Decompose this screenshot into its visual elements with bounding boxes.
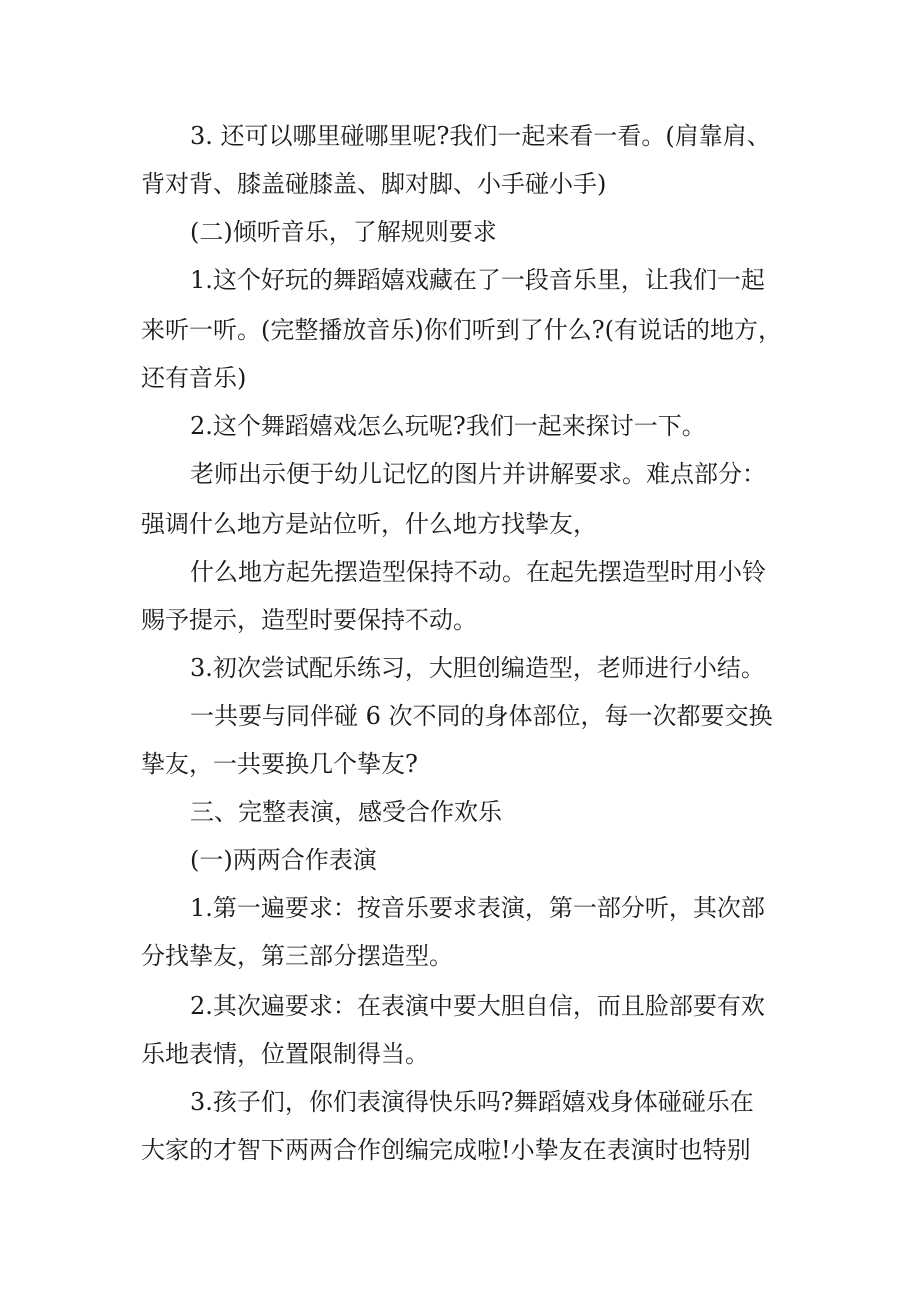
text-line: 2.其次遍要求：在表演中要大胆自信，而且脸部要有欢 [190, 992, 765, 1020]
text-line: 乐地表情，位置限制得当。 [141, 1040, 429, 1068]
text-line: 背对背、膝盖碰膝盖、脚对脚、小手碰小手) [141, 170, 607, 198]
section-heading: (一)两两合作表演 [190, 846, 377, 874]
text-line: 还有音乐) [141, 364, 247, 392]
section-heading: (二)倾听音乐，了解规则要求 [190, 218, 497, 246]
text-line: 来听一听。(完整播放音乐)你们听到了什么?(有说话的地方， [141, 316, 782, 344]
text-line: 2.这个舞蹈嬉戏怎么玩呢?我们一起来探讨一下。 [190, 412, 706, 440]
text-line: 分找挚友，第三部分摆造型。 [141, 942, 453, 970]
text-line: 什么地方起先摆造型保持不动。在起先摆造型时用小铃 [190, 558, 766, 586]
text-line: 赐予提示，造型时要保持不动。 [141, 606, 477, 634]
text-line: 老师出示便于幼儿记忆的图片并讲解要求。难点部分： [190, 460, 766, 488]
text-line: 3.初次尝试配乐练习，大胆创编造型，老师进行小结。 [190, 654, 765, 682]
text-line: 挚友，一共要换几个挚友? [141, 750, 418, 778]
text-line: 1.第一遍要求：按音乐要求表演，第一部分听，其次部 [190, 894, 765, 922]
section-heading: 三、完整表演，感受合作欢乐 [190, 798, 502, 826]
text-line: 3. 还可以哪里碰哪里呢?我们一起来看一看。(肩靠肩、 [190, 122, 771, 150]
text-line: 3.孩子们，你们表演得快乐吗?舞蹈嬉戏身体碰碰乐在 [190, 1088, 754, 1116]
text-line: 大家的才智下两两合作创编完成啦!小挚友在表演时也特别 [141, 1136, 751, 1164]
text-line: 1.这个好玩的舞蹈嬉戏藏在了一段音乐里，让我们一起 [190, 266, 765, 294]
text-line: 强调什么地方是站位听，什么地方找挚友， [141, 510, 597, 538]
text-line: 一共要与同伴碰 6 次不同的身体部位，每一次都要交换 [190, 702, 773, 730]
